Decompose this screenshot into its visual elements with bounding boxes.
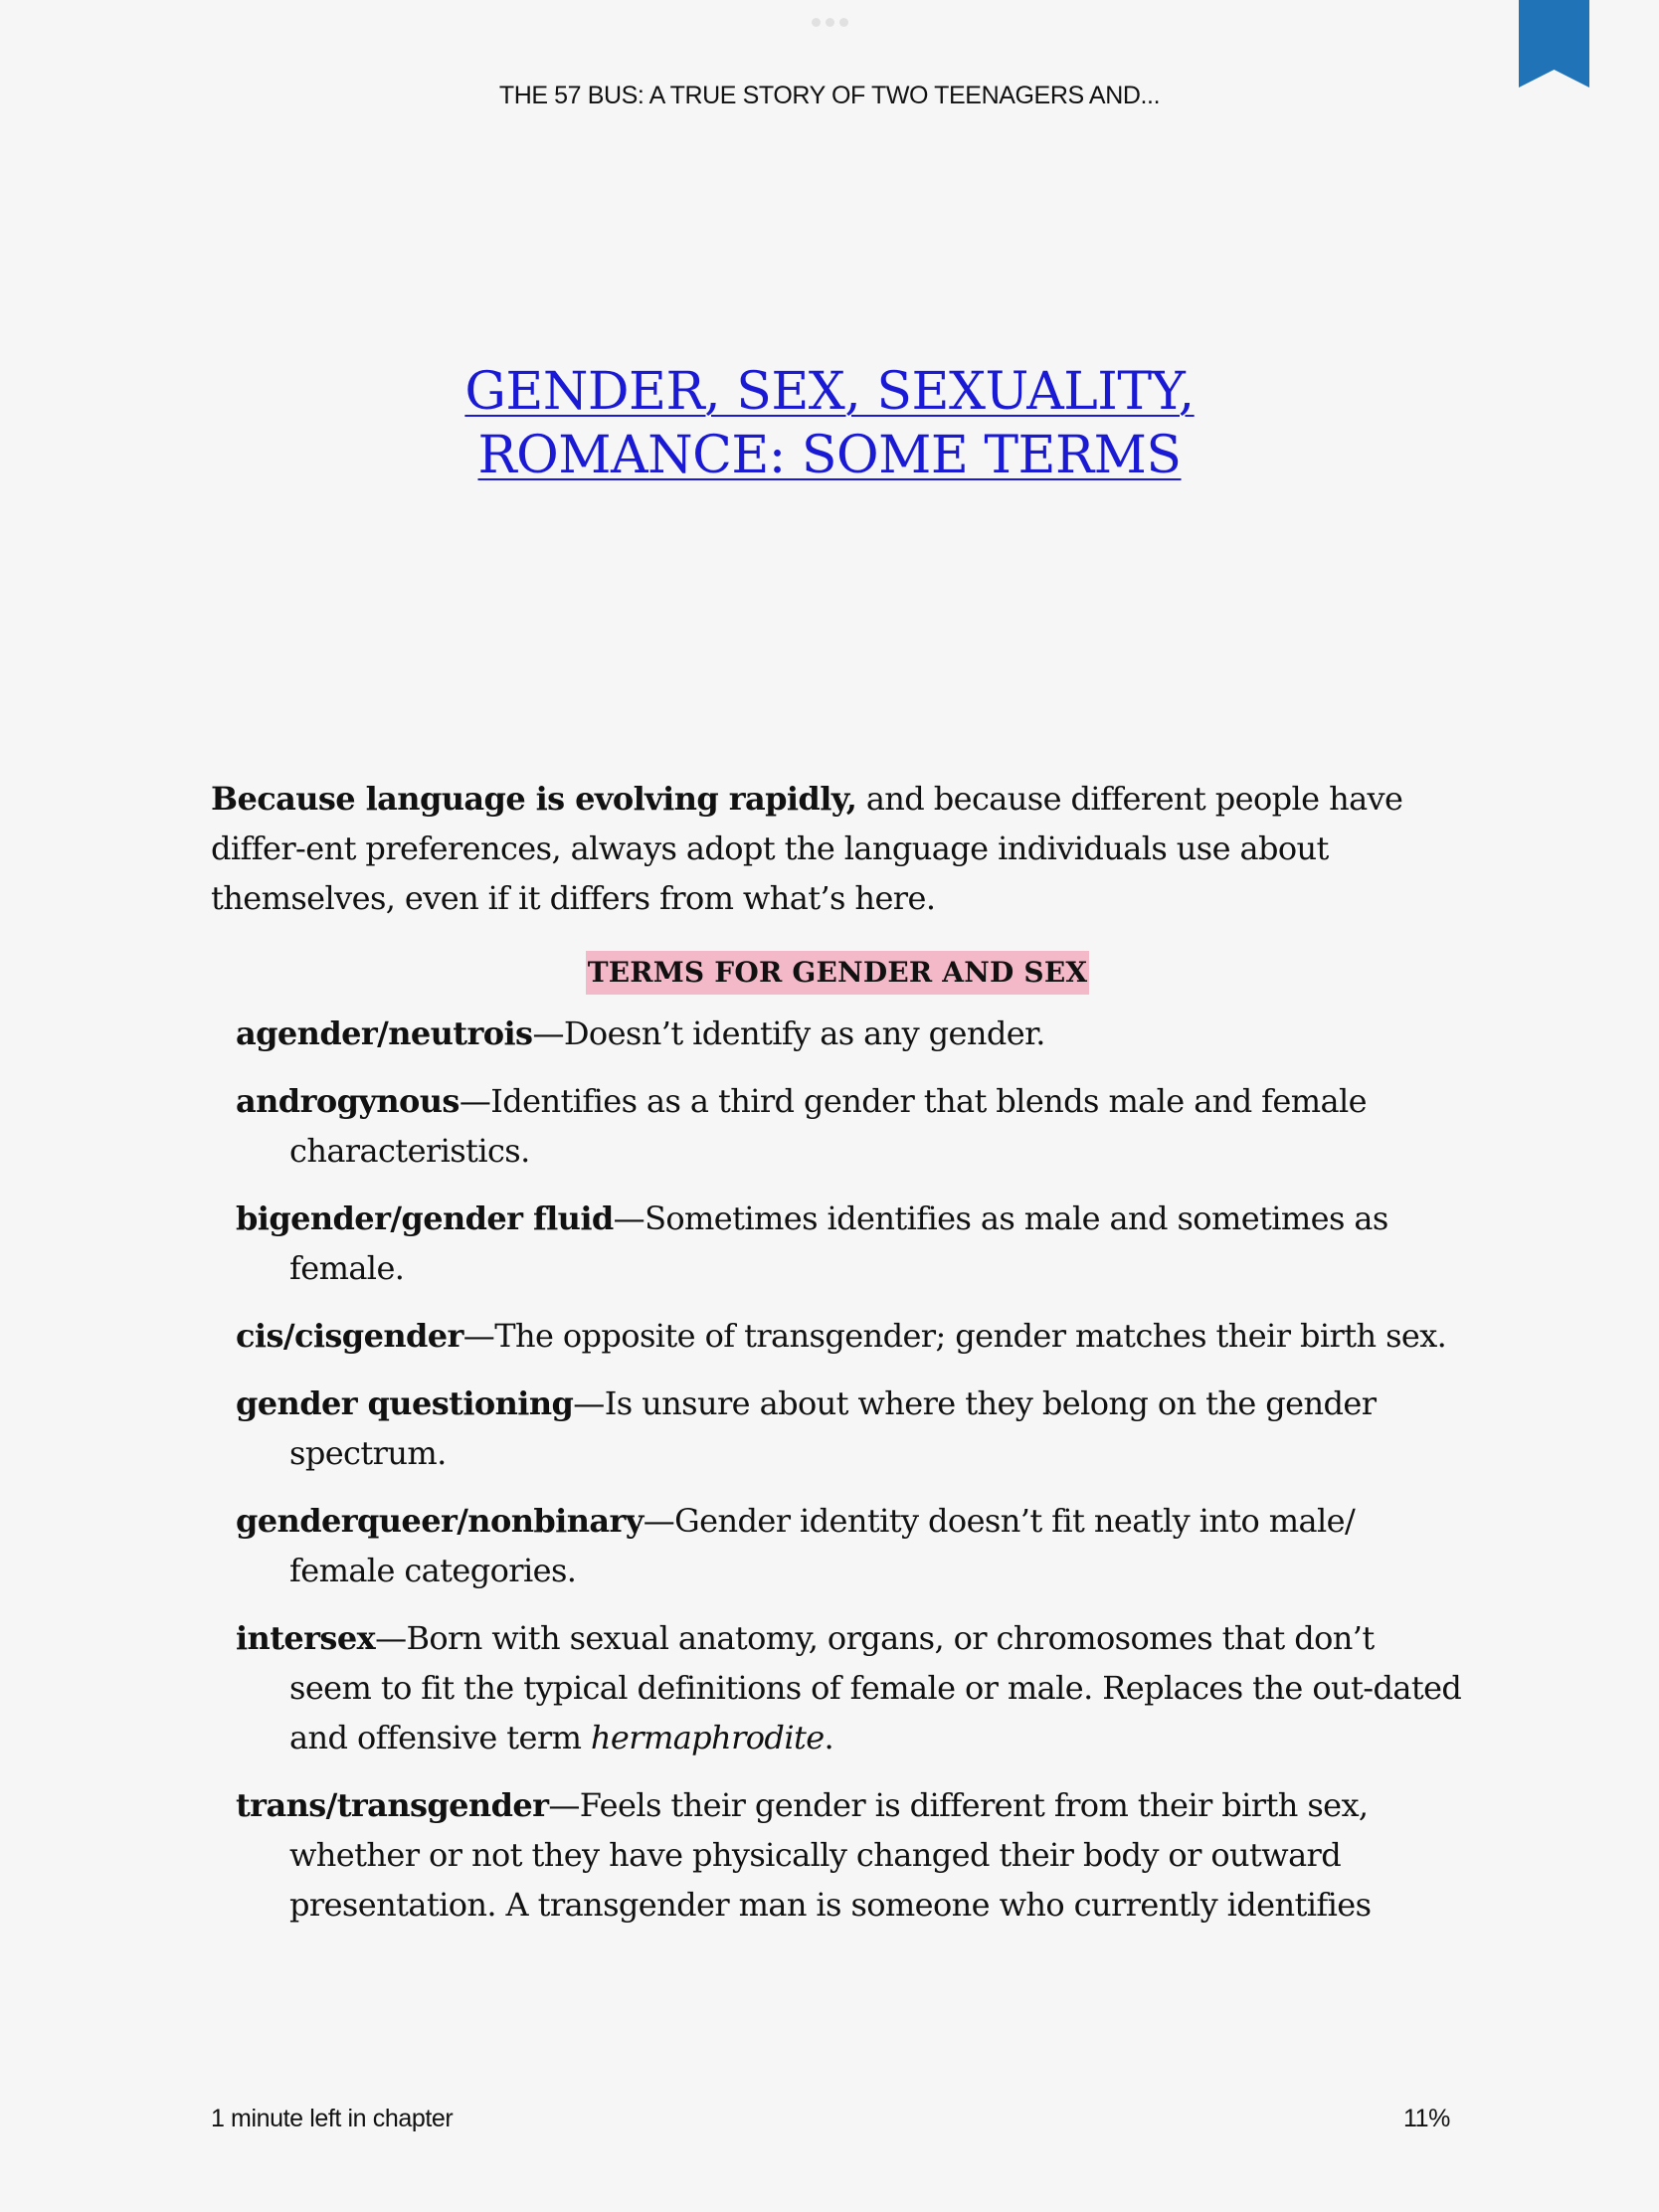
term-entry: [211, 1613, 1464, 1762]
term-name: bigender/gender fluid: [236, 1199, 614, 1237]
section-heading: TERMS FOR GENDER AND SEX: [586, 951, 1090, 995]
chapter-title-link[interactable]: [332, 360, 1327, 487]
term-entry: [211, 1194, 1464, 1293]
term-name: genderqueer/nonbinary: [236, 1502, 644, 1540]
term-name: agender/neutrois: [236, 1014, 533, 1052]
term-definition-end: .: [824, 1719, 834, 1756]
term-entry: [211, 1076, 1464, 1176]
term-entry: [211, 1496, 1464, 1595]
terms-list: [211, 1009, 1464, 1930]
term-definition: —Identifies as a third gender that blends male and female characteristics.: [289, 1082, 1367, 1170]
term-entry: [211, 1379, 1464, 1478]
chapter-title-line-2: ROMANCE: SOME TERMS: [477, 426, 1182, 485]
intro-bold-lead: Because language is evolving rapidly,: [211, 780, 857, 818]
book-title: THE 57 BUS: A TRUE STORY OF TWO TEENAGERS AND...: [498, 82, 1161, 109]
intro-paragraph: [211, 774, 1464, 923]
intro-text: and because different people have differ-ent preferences, always adopt the language individuals use about themselves, even if it differs from what’s here.: [211, 780, 1403, 917]
term-name: intersex: [236, 1619, 376, 1657]
term-definition: —Gender identity doesn’t fit neatly into male/ female categories.: [289, 1502, 1356, 1589]
reader-menu-handle[interactable]: [0, 18, 1659, 27]
time-left-in-chapter: 1 minute left in chapter: [211, 2105, 454, 2132]
term-entry: [211, 1009, 1464, 1058]
term-name: gender questioning: [236, 1384, 574, 1422]
page-content: [211, 774, 1464, 1947]
term-definition: —The opposite of transgender; gender matches their birth sex.: [462, 1317, 1447, 1355]
term-entry: [211, 1780, 1464, 1930]
term-definition: —Doesn’t identify as any gender.: [532, 1014, 1045, 1052]
handle-dot: [839, 18, 848, 27]
term-definition: —Sometimes identifies as male and sometimes as female.: [289, 1199, 1388, 1287]
term-definition: —Feels their gender is different from their birth sex, whether or not they have physically changed their body or outward presentation. A transgender man is someone who currently identifies: [289, 1786, 1372, 1924]
handle-dot: [826, 18, 834, 27]
term-name: androgynous: [236, 1082, 460, 1120]
term-definition: —Born with sexual anatomy, organs, or chromosomes that don’t seem to fit the typical definitions of female or male. Replaces the out-dated and offensive term: [289, 1619, 1462, 1756]
bookmark-ribbon-icon[interactable]: [1519, 0, 1589, 88]
term-name: trans/transgender: [236, 1786, 549, 1824]
term-definition: —Is unsure about where they belong on the gender spectrum.: [289, 1384, 1377, 1472]
handle-dot: [812, 18, 821, 27]
reading-progress: 11%: [1403, 2105, 1450, 2132]
term-entry: [211, 1311, 1464, 1361]
term-name: cis/cisgender: [236, 1317, 463, 1355]
term-italic-word: hermaphrodite: [590, 1719, 825, 1756]
chapter-title-line-1: GENDER, SEX, SEXUALITY,: [464, 362, 1195, 422]
